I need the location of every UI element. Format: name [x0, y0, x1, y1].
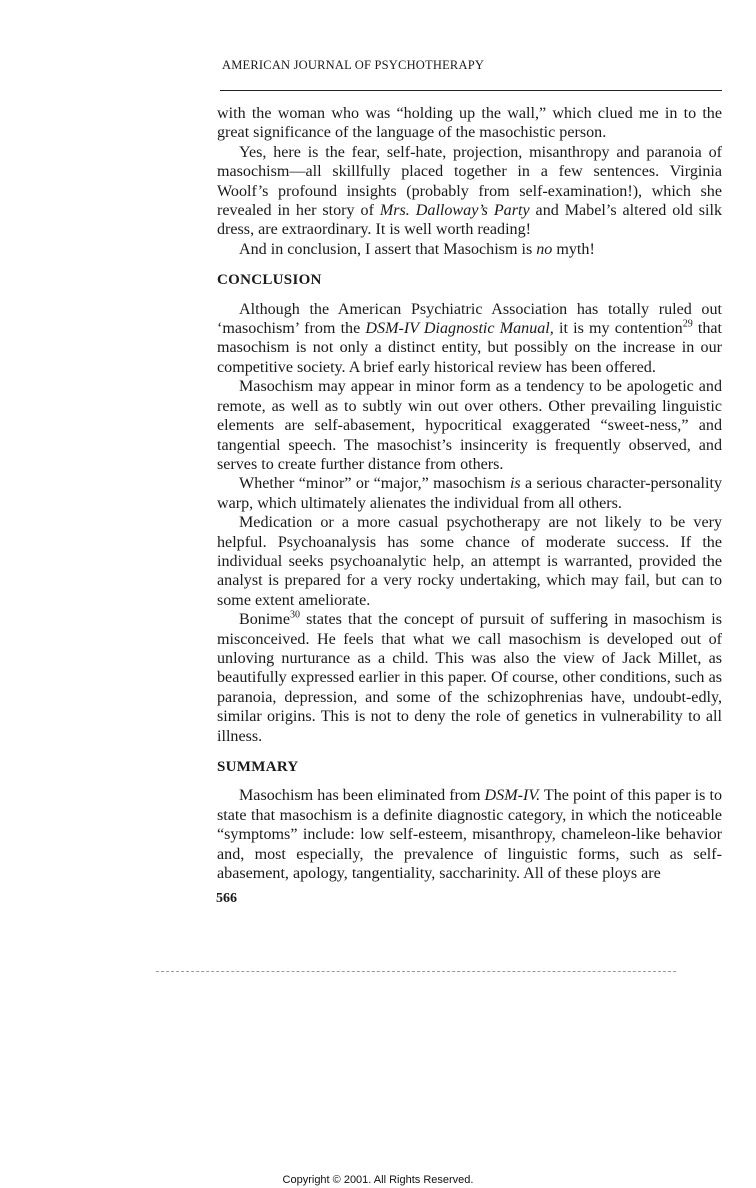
article-body	[217, 104, 722, 883]
paragraph-conclusion-1	[217, 300, 722, 378]
paragraph-text: Whether “minor” or “major,” masochism	[239, 475, 510, 493]
manual-title: DSM-IV.	[484, 787, 541, 805]
paragraph-text: Bonime	[239, 611, 290, 629]
paragraph-text: Masochism has been eliminated from	[239, 787, 485, 805]
emphasis: no	[536, 240, 553, 258]
paragraph-text: myth!	[552, 240, 595, 258]
page-number: 566	[216, 891, 237, 906]
paragraph-text: it is my contention	[553, 320, 683, 338]
paragraph-conclusion-5	[217, 610, 722, 746]
header-rule	[220, 90, 722, 91]
section-heading-conclusion: CONCLUSION	[217, 272, 322, 289]
paragraph-summary-1	[217, 786, 722, 883]
paragraph-conclusion-3	[217, 474, 722, 513]
emphasis: is	[509, 475, 521, 493]
reference-marker: 30	[289, 609, 300, 621]
paragraph-text: Medication or a more casual psychotherapy are not likely to be very helpful. Psychoanalysis has some chance of moderate success. If the individual seeks psychoanalytic help, an attempt is warranted, provided the analyst is prepared for a very rocky undertaking, which may fail, but can to some extent ameliorate.	[217, 514, 722, 609]
paragraph-text: and Mabel’s altered old silk dress, are extraordinary. It is well worth reading!	[217, 202, 722, 239]
paragraph-text: The point of this paper is to state that masochism is a definite diagnostic category, in which the noticeable “symptoms” include: low self-esteem, misanthropy, chameleon-like behavior and, most especially, the prevalence of linguistic forms, such as self-abasement, apology, tangentiality, saccharinity. All of these ploys are	[217, 787, 722, 883]
story-title: Mrs. Dalloway’s Party	[379, 202, 530, 220]
running-head: AMERICAN JOURNAL OF PSYCHOTHERAPY	[222, 58, 485, 72]
manual-title: DSM-IV Diagnostic Manual,	[365, 320, 554, 338]
paragraph-text: Masochism may appear in minor form as a tendency to be apologetic and remote, as well as to subtly win out over others. Other prevailing linguistic elements are self-abasement, hypocritical exaggerated “sweet-ness,” and tangential speech. The masochist’s insincerity is frequently observed, and serves to create further distance from others.	[217, 378, 722, 473]
paragraph-woolf	[217, 143, 722, 240]
paragraph-text: that masochism is not only a distinct entity, but possibly on the increase in our competitive society. A brief early historical review has been offered.	[217, 320, 722, 376]
paragraph-text: states that the concept of pursuit of suffering in masochism is misconceived. He feels that what we call masochism is developed out of unloving nurturance as a child. This was also the view of Jack Millet, as beautifully expressed earlier in this paper. Of course, other conditions, such as paranoia, depression, and some of the schizophrenias have, undoubt-edly, similar origins. This is not to deny the role of genetics in vulnerability to all illness.	[217, 611, 722, 745]
scan-artifact-line	[156, 971, 676, 972]
paragraph-text: Yes, here is the fear, self-hate, projection, misanthropy and paranoia of masochism—all skillfully placed together in a few sentences. Virginia Woolf’s profound insights (probably from self-examination!), which she revealed in her story of	[217, 143, 722, 220]
paragraph-continued	[217, 104, 722, 143]
paragraph-conclusion-2	[217, 377, 722, 474]
paragraph-text: Although the American Psychiatric Association has totally ruled out ‘masochism’ from the	[217, 300, 722, 338]
paragraph-text: a serious character-personality warp, which ultimately alienates the individual from all others.	[217, 475, 722, 512]
section-heading-summary: SUMMARY	[217, 759, 299, 775]
copyright-notice: Copyright © 2001. All Rights Reserved.	[282, 1174, 474, 1186]
paragraph-text: And in conclusion, I assert that Masochism is	[239, 240, 537, 258]
paragraph-assertion	[217, 240, 722, 259]
paragraph-conclusion-4	[217, 513, 722, 610]
reference-marker: 29	[682, 318, 693, 330]
paragraph-text: with the woman who was “holding up the wall,” which clued me in to the great significance of the language of the masochistic person.	[217, 105, 722, 142]
